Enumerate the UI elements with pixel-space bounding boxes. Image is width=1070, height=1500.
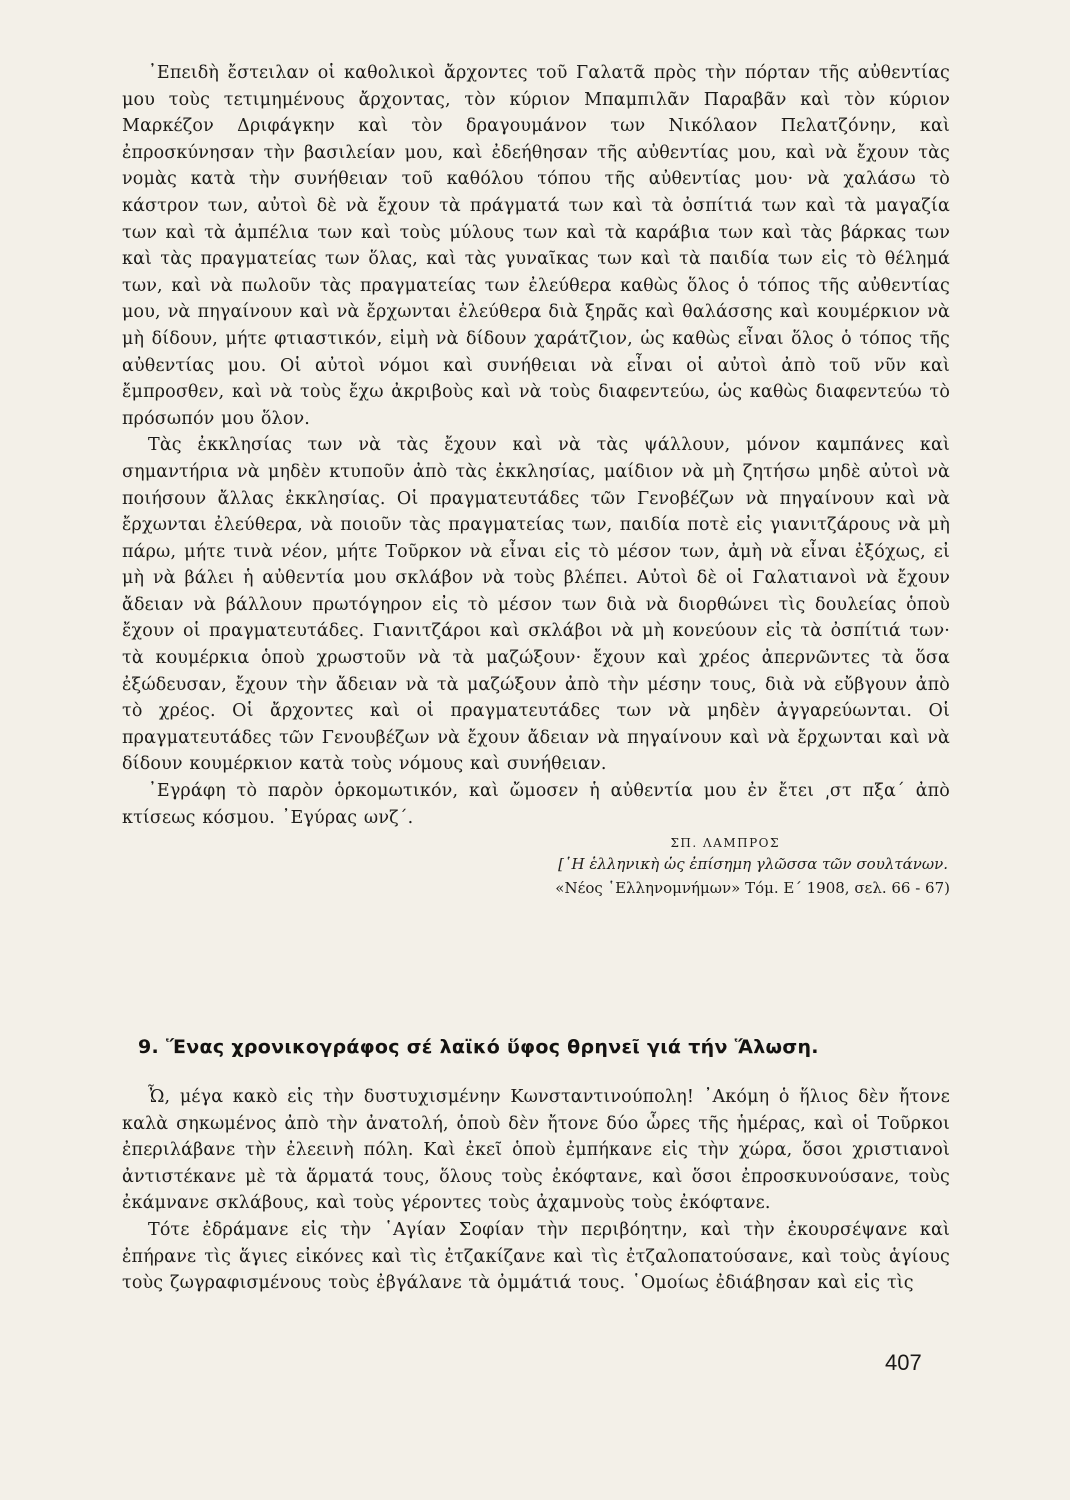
paragraph-2: Τὰς ἐκκλησίας των νὰ τὰς ἔχουν καὶ νὰ τὰς ψάλλουν, μόνον καμπάνες καὶ σημαντήρια νὰ μηδὲν κτυποῦν ἀπὸ τὰς ἐκκλησίας, μαίδιον νὰ μὴ ζητήσω μηδὲ αὐτοὶ νὰ ποιήσουν ἄλλας ἐκκλησίας. Οἱ πραγματευτάδες τῶν Γενοβέζων νὰ πηγαίνουν καὶ νὰ ἔρχωνται ἐλεύθερα, νὰ ποιοῦν τὰς πραγματείας των, παιδία ποτὲ εἰς γιανιτζάρους νὰ μὴ πάρω, μήτε τινὰ νέον, μήτε Τοῦρκον νὰ εἶναι εἰς τὸ μέσον των, ἀμὴ νὰ εἶναι ἐξόχως, εἰ μὴ νὰ βάλει ἡ αὐθεντία μου σκλάβον νὰ τοὺς βλέπει. Αὐτοὶ δὲ οἱ Γαλατιανοὶ νὰ ἔχουν ἄδειαν νὰ βάλλουν πρωτόγηρον εἰς τὸ μέσον των διὰ νὰ διορθώνει τὶς δουλείας ὁποὺ ἔχουν οἱ πραγματευτάδες. Γιανιτζάροι καὶ σκλάβοι νὰ μὴ κονεύουν εἰς τὰ ὀσπίτιά των· τὰ κουμέρκια ὁποὺ χρωστοῦν νὰ τὰ μαζώξουν· ἔχουν καὶ χρέος ἀπερνῶντες τὰ ὅσα ἐξώδευσαν, ἔχουν τὴν ἄδειαν νὰ τὰ μαζώξουν ἀπὸ τὴν μέσην τους, διὰ νὰ εὔβγουν ἀπὸ τὸ χρέος. Οἱ ἄρχοντες καὶ οἱ πραγματευτάδες των νὰ μηδὲν ἀγγαρεύωνται. Οἱ πραγματευτάδες τῶν Γενουβέζων νὰ ἔχουν ἄδειαν νὰ πηγαίνουν καὶ νὰ ἔρχωνται καὶ νὰ δίδουν κουμέρκιον κατὰ τοὺς νόμους καὶ συνήθειαν. <box>122 435 950 775</box>
paragraph-1: ᾿Επειδὴ ἔστειλαν οἱ καθολικοὶ ἄρχοντες τοῦ Γαλατᾶ πρὸς τὴν πόρταν τῆς αὐθεντίας μου τοὺς τετιμημένους ἄρχοντας, τὸν κύριον Μπαμπιλᾶν Παραβᾶν καὶ τὸν κύριον Μαρκέζον Δριφάγκην καὶ τὸν δραγουμάνον των Νικόλαον Πελατζόνην, καὶ ἐπροσκύνησαν τὴν βασιλείαν μου, καὶ ἐδεήθησαν τῆς αὐθεντίας μου, καὶ νὰ ἔχουν τὰς νομὰς κατὰ τὴν συνήθειαν τοῦ καθόλου τόπου τῆς αὐθεντίας μου· νὰ χαλάσω τὸ κάστρον των, αὐτοὶ δὲ νὰ ἔχουν τὰ πράγματά των καὶ τὰ ὀσπίτιά των καὶ τὰ μαγαζία των καὶ τὰ ἀμπέλια των καὶ τοὺς μύλους των καὶ τὰ καράβια των καὶ τὰς βάρκας των καὶ τὰς πραγματείας των ὅλας, καὶ τὰς γυναῖκας των καὶ τὰ παιδία των εἰς τὸ θέλημά των, καὶ νὰ πωλοῦν τὰς πραγματείας των ἐλεύθερα καθὼς ὅλος ὁ τόπος τῆς αὐθεντίας μου, νὰ πηγαίνουν καὶ νὰ ἔρχωνται ἐλεύθερα διὰ ξηρᾶς καὶ θαλάσσης καὶ κουμέρκιον νὰ μὴ δίδουν, μήτε φτιαστικόν, εἰμὴ νὰ δίδουν χαράτζιον, ὡς καθὼς εἶναι ὅλος ὁ τόπος τῆς αὐθεντίας μου. Οἱ αὐτοὶ νόμοι καὶ συνήθειαι νὰ εἶναι οἱ αὐτοὶ ἀπὸ τοῦ νῦν καὶ ἔμπροσθεν, καὶ νὰ τοὺς ἔχω ἀκριβοὺς καὶ νὰ τοὺς διαφεντεύω, ὡς καθὼς διαφεντεύω τὸ πρόσωπόν μου ὅλον. <box>122 63 950 429</box>
author-signature: ΣΠ. ΛΑΜΠΡΟΣ <box>670 836 780 851</box>
source-citation-reference: «Νέος ῾Ελληνομνήμων» Τόμ. Ε´ 1908, σελ. 66 - 67) <box>555 879 950 898</box>
section-heading: 9. Ἕνας χρονικογράφος σέ λαϊκό ὕφος θρηνεῖ γιά τήν Ἅλωση. <box>138 1036 819 1058</box>
section-paragraph-1: Ὦ, μέγα κακὸ εἰς τὴν δυστυχισμένην Κωνσταντινούπολη! ᾿Ακόμη ὁ ἥλιος δὲν ἤτονε καλὰ σηκωμένος ἀπὸ τὴν ἀνατολή, ὁποὺ δὲν ἤτονε δύο ὧρες τῆς ἡμέρας, καὶ οἱ Τοῦρκοι ἐπεριλάβανε τὴν ἐλεεινὴ πόλη. Καὶ ἐκεῖ ὁποὺ ἐμπήκανε εἰς τὴν χώρα, ὅσοι χριστιανοὶ ἀντιστέκανε μὲ τὰ ἅρματά τους, ὅλους τοὺς ἐκόφτανε, καὶ ὅσοι ἐπροσκυνούσανε, τοὺς ἐκάμνανε σκλάβους, καὶ τοὺς γέροντες τοὺς ἀχαμνοὺς τοὺς ἐκόφτανε. <box>122 1087 950 1214</box>
section-text-block <box>122 1084 950 1297</box>
section-paragraph-2: Τότε ἐδράμανε εἰς τὴν ῾Αγίαν Σοφίαν τὴν περιβόητην, καὶ τὴν ἐκουρσέψανε καὶ ἐπήρανε τὶς ἅγιες εἰκόνες καὶ τὶς ἐτζακίζανε καὶ τὶς ἐτζαλοπατούσανε, καὶ τοὺς ἁγίους τοὺς ζωγραφισμένους τοὺς ἐβγάλανε τὰ ὀμμάτιά τους. ῾Ομοίως ἐδιάβησαν καὶ εἰς τὶς <box>122 1219 950 1294</box>
source-citation-title: [῾Η ἑλληνικὴ ὡς ἐπίσημη γλῶσσα τῶν σουλτάνων. <box>558 855 948 874</box>
page-number: 407 <box>885 1350 922 1375</box>
main-text-block <box>122 60 950 900</box>
paragraph-3: ᾿Εγράφη τὸ παρὸν ὁρκομωτικόν, καὶ ὤμοσεν ἡ αὐθεντία μου ἐν ἔτει ͵στ πξα´ ἀπὸ κτίσεως κόσμου. ᾿Εγύρας ωνζ´. <box>122 781 950 828</box>
